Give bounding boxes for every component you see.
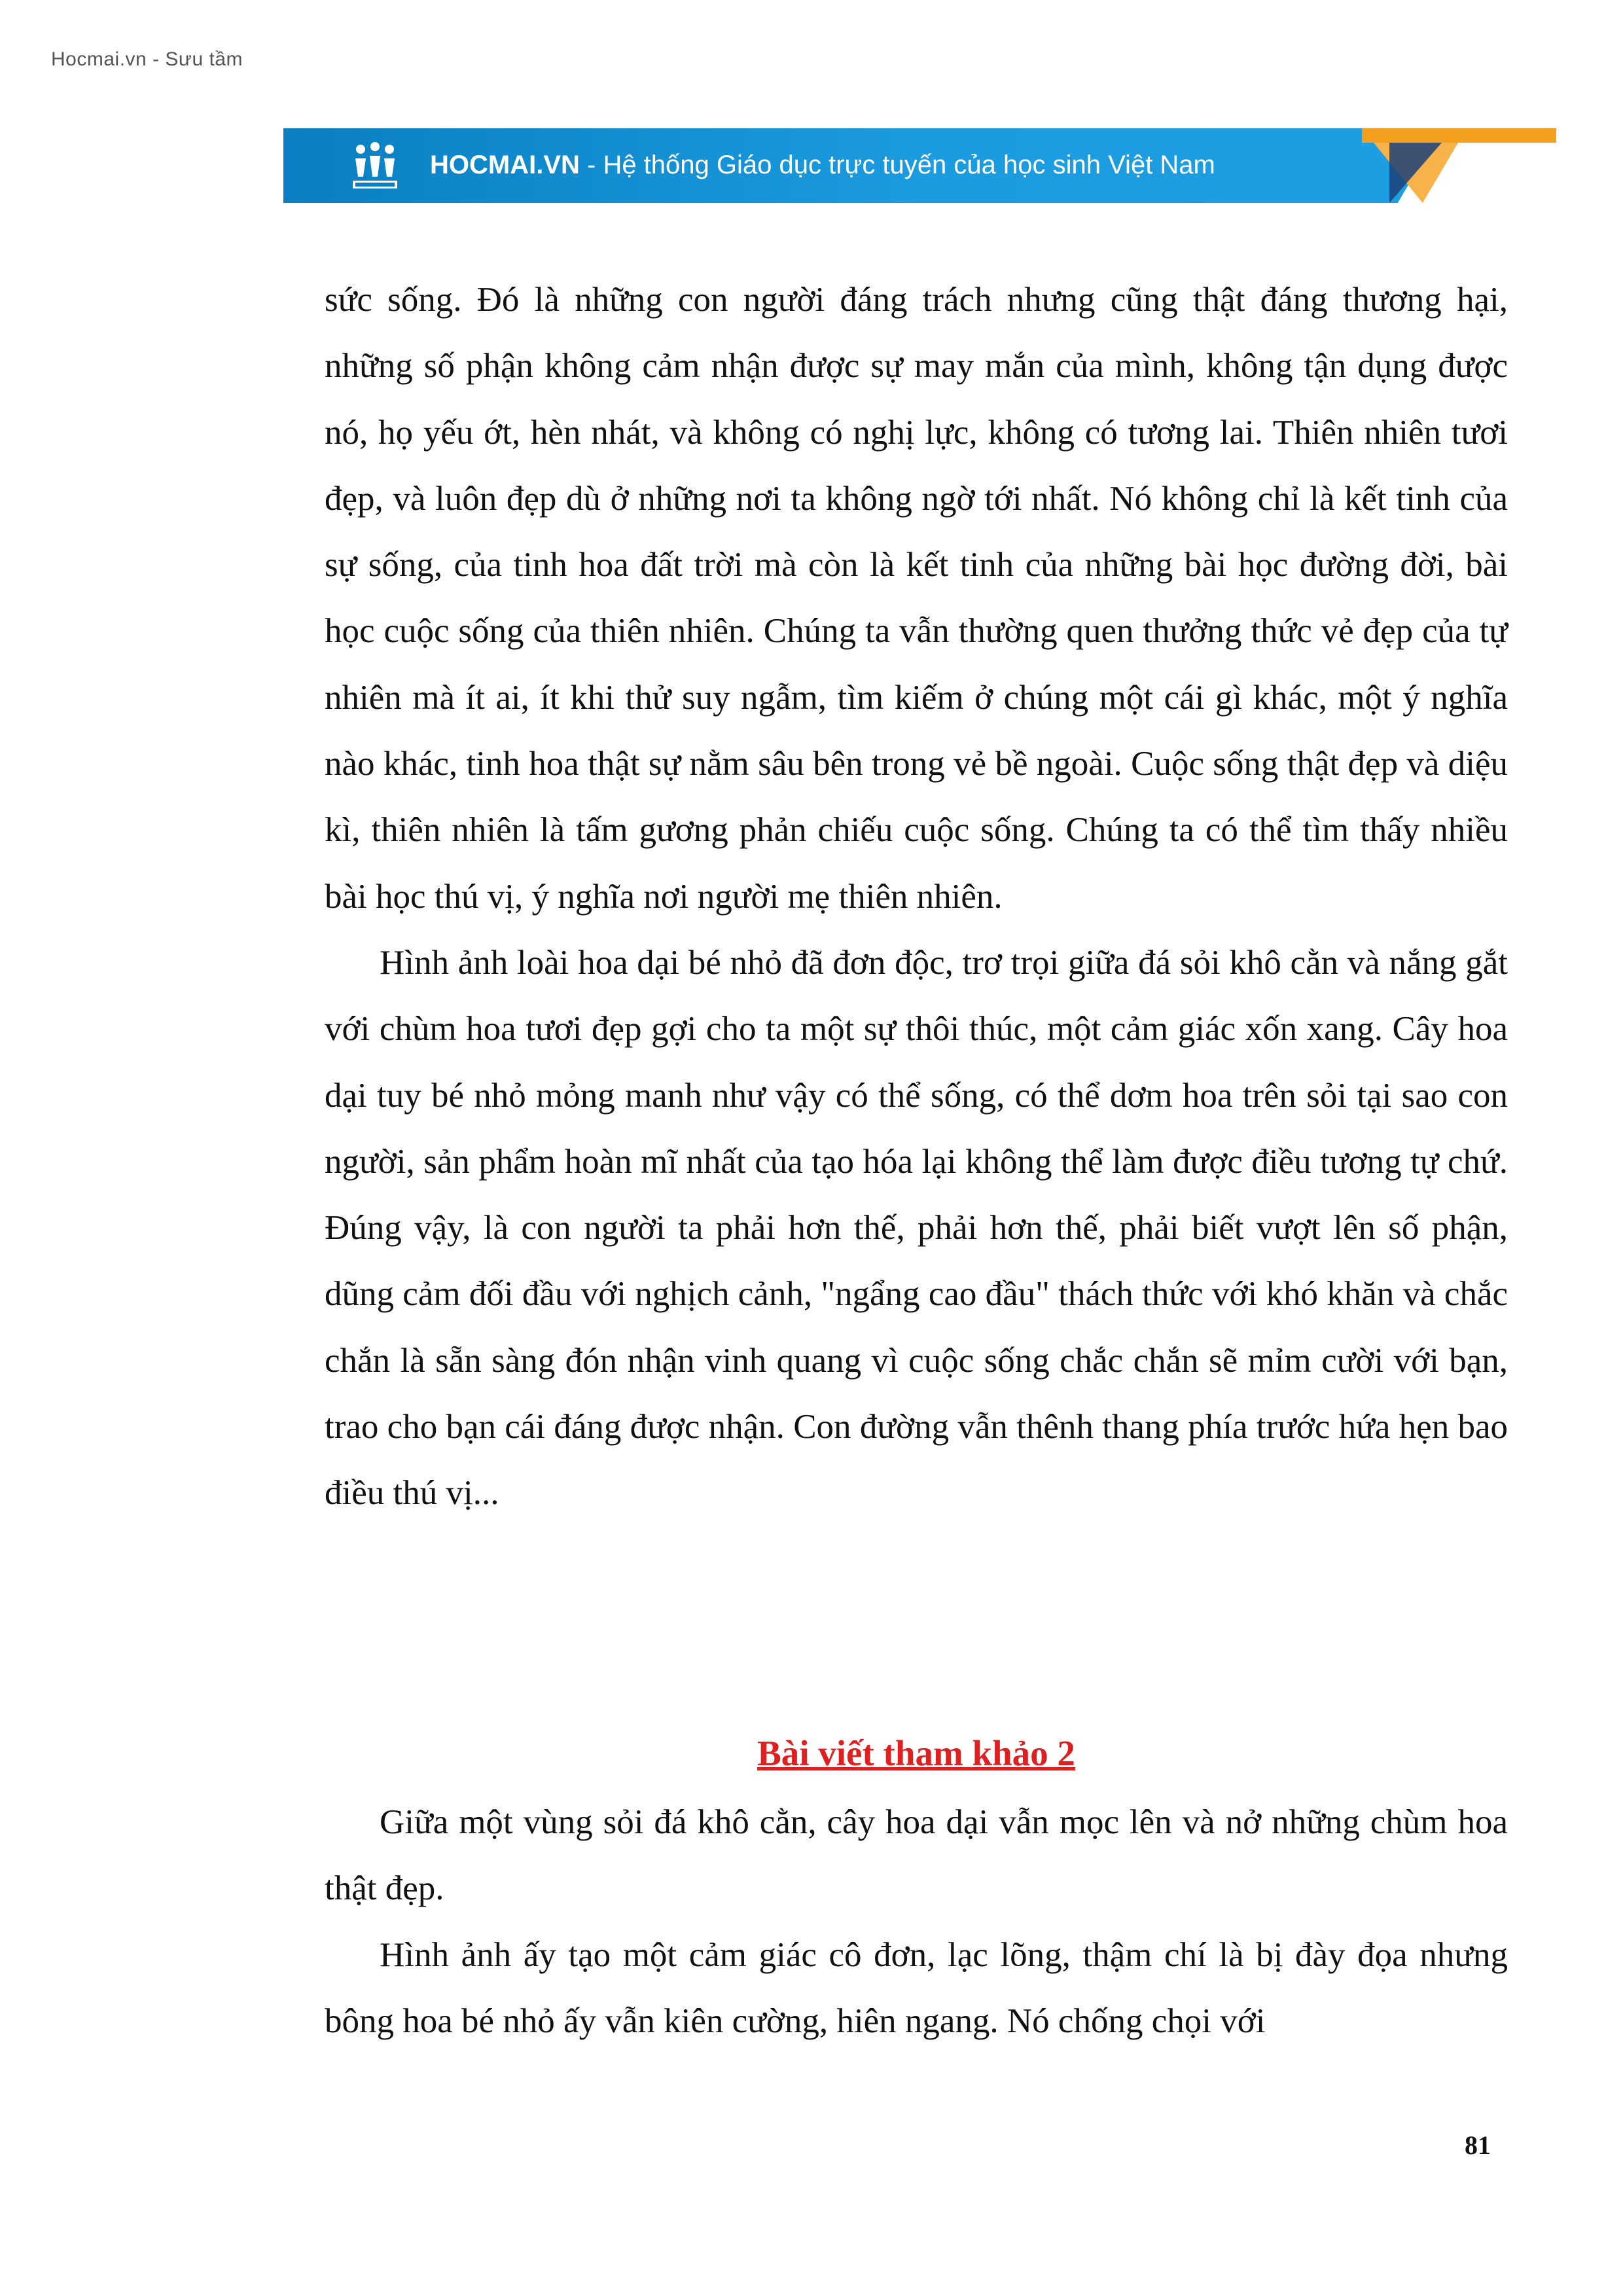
banner-title — [430, 151, 1215, 180]
banner-accent-stripe — [1362, 128, 1556, 143]
header-banner — [283, 128, 1556, 203]
section-heading: Bài viết tham khảo 2 — [757, 1733, 1075, 1773]
banner-tagline: - Hệ thống Giáo dục trực tuyến của học sinh Việt Nam — [579, 151, 1215, 179]
paragraph: Giữa một vùng sỏi đá khô cằn, cây hoa dại vẫn mọc lên và nở những chùm hoa thật đẹp. — [325, 1803, 1508, 1908]
body-text — [325, 267, 1508, 1527]
paragraph: Hình ảnh loài hoa dại bé nhỏ đã đơn độc, trơ trọi giữa đá sỏi khô cằn và nắng gắt với chùm hoa tươi đẹp gợi cho ta một sự thôi thúc, một cảm giác xốn xang. Cây hoa dại tuy bé nhỏ mỏng manh như vậy có thể sống, có thể dơm hoa trên sỏi tại sao con người, sản phẩm hoàn mĩ nhất của tạo hóa lại không thể làm được điều tương tự chứ. Đúng vậy, là con người ta phải hơn thế, phải hơn thế, phải biết vượt lên số phận, dũng cảm đối đầu với nghịch cảnh, "ngẩng cao đầu" thách thức với khó khăn và chắc chắn là sẵn sàng đón nhận vinh quang vì cuộc sống chắc chắn sẽ mỉm cười với bạn, trao cho bạn cái đáng được nhận. Con đường vẫn thênh thang phía trước hứa hẹn bao điều thú vị... — [325, 943, 1508, 1513]
page-number: 81 — [1465, 2130, 1491, 2160]
banner-brand: HOCMAI.VN — [430, 151, 580, 179]
paragraph: sức sống. Đó là những con người đáng trách nhưng cũng thật đáng thương hại, những số phận không cảm nhận được sự may mắn của mình, không tận dụng được nó, họ yếu ớt, hèn nhát, và không có nghị lực, không có tương lai. Thiên nhiên tươi đẹp, và luôn đẹp dù ở những nơi ta không ngờ tới nhất. Nó không chỉ là kết tinh của sự sống, của tinh hoa đất trời mà còn là kết tinh của những bài học đường đời, bài học cuộc sống của thiên nhiên. Chúng ta vẫn thường quen thưởng thức vẻ đẹp của tự nhiên mà ít ai, ít khi thử suy ngẫm, tìm kiếm ở chúng một cái gì khác, một ý nghĩa nào khác, tinh hoa thật sự nằm sâu bên trong vẻ bề ngoài. Cuộc sống thật đẹp và diệu kì, thiên nhiên là tấm gương phản chiếu cuộc sống. Chúng ta có thể tìm thấy nhiều bài học thú vị, ý nghĩa nơi người mẹ thiên nhiên. — [325, 281, 1508, 916]
section-body-text — [325, 1789, 1508, 2054]
hocmai-logo-icon — [349, 140, 401, 192]
paragraph: Hình ảnh ấy tạo một cảm giác cô đơn, lạc lõng, thậm chí là bị đày đọa nhưng bông hoa bé nhỏ ấy vẫn kiên cường, hiên ngang. Nó chống chọi với — [325, 1935, 1508, 2040]
source-watermark: Hocmai.vn - Sưu tầm — [51, 48, 243, 70]
